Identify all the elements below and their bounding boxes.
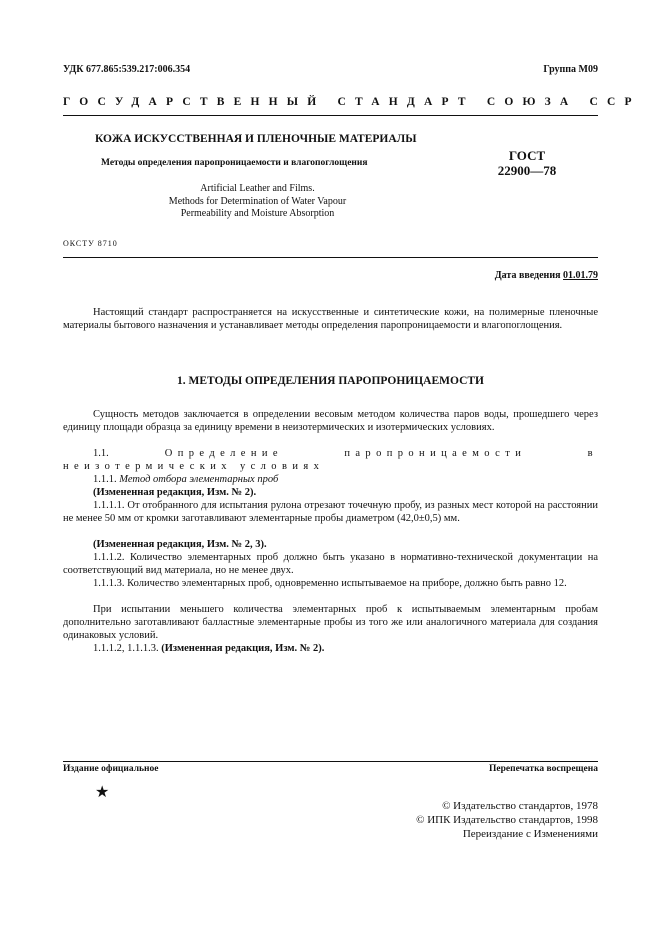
gost-number: 22900—78 (497, 163, 557, 178)
clause-number: 1.1. (93, 448, 109, 459)
star-icon: ★ (95, 784, 110, 801)
clause-heading: Определение паропроницаемости в неизотермических условиях (63, 448, 599, 472)
clause-heading: Метод отбора элементарных проб (119, 474, 279, 485)
essence-paragraph: Сущность методов заключается в определении весовым методом количества паров воды, прошедшего через единицу площади образца за единицу времени в неизотермических и изотермических условиях. (63, 409, 598, 433)
section-heading: 1. МЕТОДЫ ОПРЕДЕЛЕНИЯ ПАРОПРОНИЦАЕМОСТИ (177, 375, 484, 387)
clause-1-1-1-3: 1.1.1.3. Количество элементарных проб, одновременно испытываемое на приборе, должно быть равно 12. (93, 578, 567, 589)
english-title-line: Methods for Determination of Water Vapour (168, 195, 347, 207)
group-code: Группа М09 (543, 64, 598, 75)
official-edition-label: Издание официальное (63, 764, 159, 774)
amendment-note: (Измененная редакция, Изм. № 2). (93, 487, 257, 498)
title-block-rule (63, 257, 598, 258)
udk-code: УДК 677.865:539.217:006.354 (63, 64, 191, 75)
smaller-quantity-paragraph: При испытании меньшего количества элементарных проб к испытываемым элементарным пробам дополнительно заготавливают балластные элементарные пробы из того же или аналогичного материала для создания одинаковых условий. (63, 604, 598, 641)
clause-1-1-1 (63, 473, 598, 486)
header-rule (63, 115, 598, 116)
clause-1-1 (63, 447, 598, 473)
amendment-note: (Измененная редакция, Изм. № 2, 3). (93, 539, 267, 550)
state-standard-heading: ГОСУДАРСТВЕННЫЙ СТАНДАРТ СОЮЗА ССР (63, 96, 641, 108)
document-title: КОЖА ИСКУССТВЕННАЯ И ПЛЕНОЧНЫЕ МАТЕРИАЛЫ (95, 133, 417, 145)
copyright-line: © Издательство стандартов, 1978 (442, 800, 598, 812)
english-title (145, 183, 370, 221)
clause-reference: 1.1.1.2, 1.1.1.3. (93, 643, 159, 654)
scope-paragraph: Настоящий стандарт распространяется на искусственные и синтетические кожи, на полимерные пленочные материалы бытового назначения и устанавливает методы определения паропроницаемости и влагопоглощения. (63, 307, 598, 331)
effective-date-value: 01.01.79 (563, 270, 598, 281)
effective-date (495, 270, 598, 281)
reprint-prohibited-label: Перепечатка воспрещена (488, 764, 598, 774)
footer-rule (63, 761, 598, 762)
gost-designation (495, 148, 559, 178)
reissue-note: Переиздание с Изменениями (462, 828, 598, 840)
oksty-code: ОКСТУ 8710 (63, 239, 118, 248)
clause-number: 1.1.1. (93, 474, 117, 485)
english-title-line: Permeability and Moisture Absorption (180, 208, 335, 219)
copyright-line: © ИПК Издательство стандартов, 1998 (416, 814, 598, 826)
amendment-note: (Измененная редакция, Изм. № 2). (161, 643, 325, 654)
effective-date-label: Дата введения (494, 270, 561, 281)
document-subtitle: Методы определения паропроницаемости и влагопоглощения (101, 158, 368, 168)
final-amendment (63, 642, 598, 655)
clause-1-1-1-1: 1.1.1.1. От отобранного для испытания рулона отрезают точечную пробу, из разных мест которой на расстоянии не менее 50 мм от кромки заготавливают элементарные пробы диаметром (42,0±0,5) мм. (63, 500, 598, 524)
english-title-line: Artificial Leather and Films. (200, 183, 315, 194)
gost-label: ГОСТ (508, 148, 546, 163)
clause-1-1-1-2: 1.1.1.2. Количество элементарных проб должно быть указано в нормативно-технической документации на соответствующий вид материала, но не менее двух. (63, 552, 598, 576)
